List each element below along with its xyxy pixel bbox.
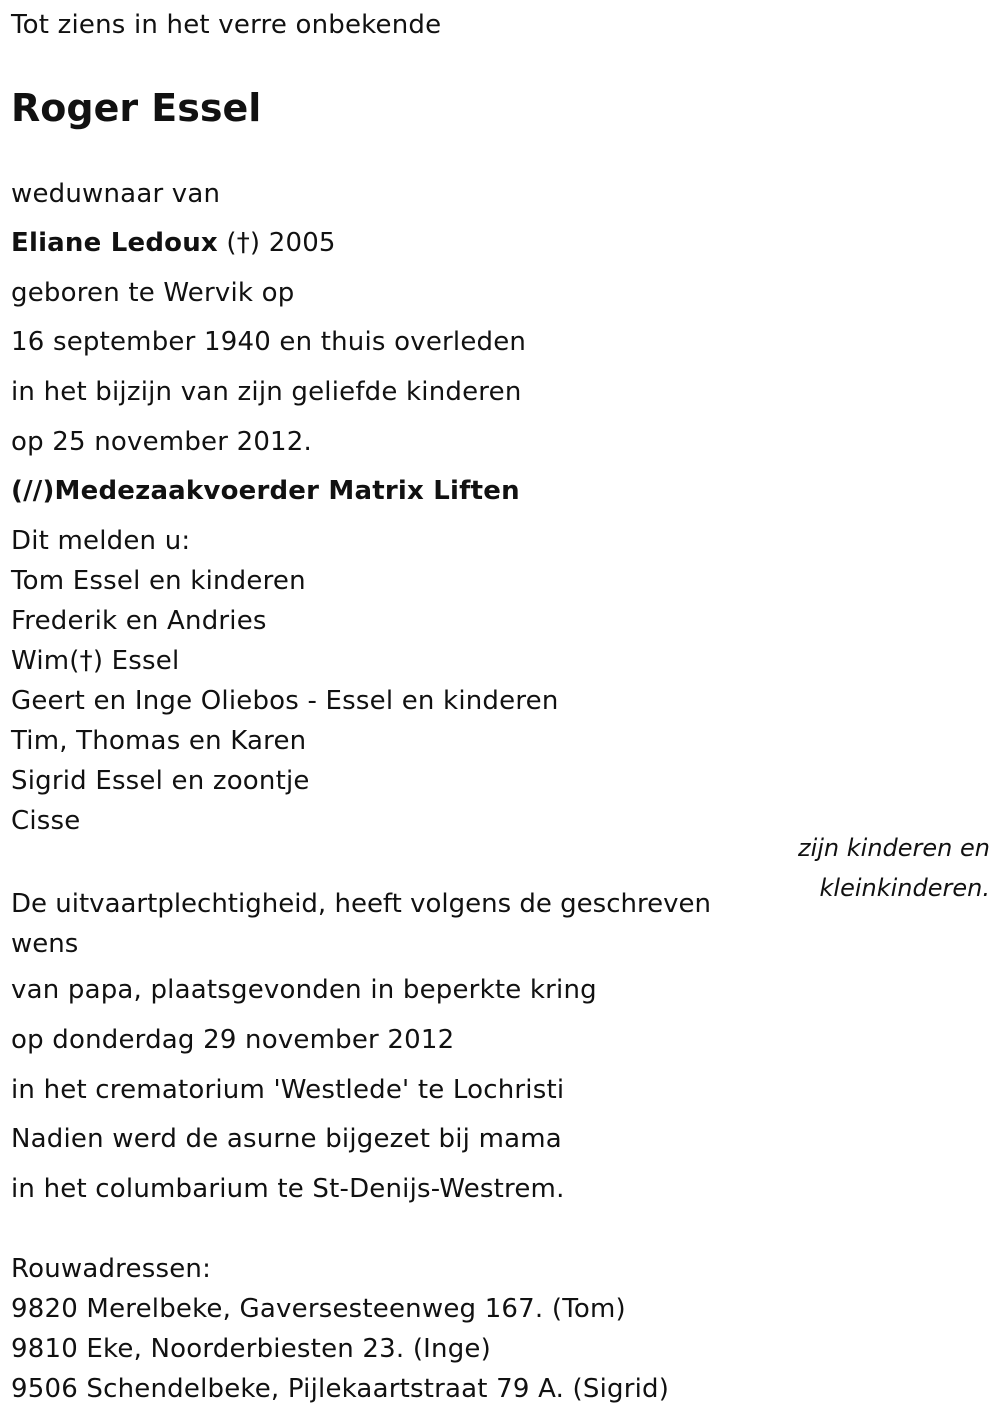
deceased-name: Roger Essel <box>11 86 262 130</box>
dates-line: 16 september 1940 en thuis overleden <box>11 327 527 357</box>
spouse-line <box>11 228 336 258</box>
ceremony-line: in het columbarium te St-Denijs-Westrem. <box>11 1174 565 1204</box>
announcer-line: Sigrid Essel en zoontje <box>11 766 310 796</box>
ceremony-line: Nadien werd de asurne bijgezet bij mama <box>11 1124 562 1154</box>
announcers-heading: Dit melden u: <box>11 526 191 556</box>
announcer-line: Geert en Inge Oliebos - Essel en kinderen <box>11 686 559 716</box>
addresses-heading: Rouwadressen: <box>11 1254 212 1284</box>
address-line: 9820 Merelbeke, Gaversesteenweg 167. (Tom) <box>11 1294 626 1324</box>
birth-line: geboren te Wervik op <box>11 278 295 308</box>
ceremony-line: op donderdag 29 november 2012 <box>11 1025 455 1055</box>
announcer-line: Tom Essel en kinderen <box>11 566 306 596</box>
side-note-line: zijn kinderen en <box>798 834 990 862</box>
side-note-line: kleinkinderen. <box>819 874 990 902</box>
death-date-line: op 25 november 2012. <box>11 427 313 457</box>
address-line: 9810 Eke, Noorderbiesten 23. (Inge) <box>11 1334 491 1364</box>
role-line: (//)Medezaakvoerder Matrix Liften <box>11 476 520 506</box>
announcer-line: Cisse <box>11 806 81 836</box>
ceremony-line: van papa, plaatsgevonden in beperkte kring <box>11 975 597 1005</box>
ceremony-line: in het crematorium 'Westlede' te Lochristi <box>11 1075 565 1105</box>
presence-line: in het bijzijn van zijn geliefde kinderen <box>11 377 522 407</box>
widower-of: weduwnaar van <box>11 179 221 209</box>
address-line: 9506 Schendelbeke, Pijlekaartstraat 79 A. (Sigrid) <box>11 1374 670 1404</box>
farewell-line: Tot ziens in het verre onbekende <box>11 10 442 40</box>
ceremony-first-line: De uitvaartplechtigheid, heeft volgens de geschreven wens <box>11 889 711 959</box>
announcer-line: Wim(†) Essel <box>11 646 180 676</box>
spouse-name: Eliane Ledoux <box>11 228 218 258</box>
spouse-death: (†) 2005 <box>217 228 336 258</box>
announcer-line: Frederik en Andries <box>11 606 267 636</box>
announcer-line: Tim, Thomas en Karen <box>11 726 307 756</box>
side-note <box>730 828 990 908</box>
